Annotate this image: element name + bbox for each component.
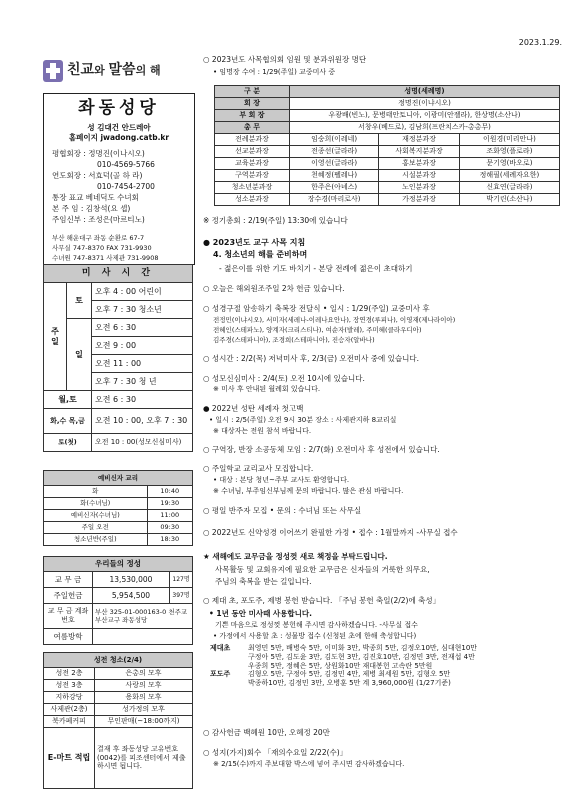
weekday-label: 월,토 [44,391,92,409]
org-role: 성소분과장 [215,194,290,206]
offering-table [43,556,193,645]
account-number: 부산 325-01-000163-0 천주교부산교구 좌동성당 [93,604,193,629]
sunday-label: 주 일 [44,283,67,391]
announcement: ○ 성경구절 암송하기 축복장 전달식 • 일시 : 1/29(주일) 교중미사 후 [203,304,430,313]
announcement: ○ 성모신심미사 : 2/4(토) 오전 10시에 있습니다. [203,374,365,383]
catechism-class: 예비신자(수녀님) [44,510,148,522]
mass-time: 오전 10 : 00, 오후 7 : 30 [92,409,193,434]
org-role: 시설분과장 [379,170,460,182]
org-person: 정해필(세례자요한) [459,170,559,182]
org-role: 총 무 [215,122,290,134]
announcement: ○ 2022년도 신약성경 이어쓰기 완필한 가정 • 접수 : 1월말까지 -사무실 접수 [203,528,458,537]
emart-label: E-마트 적립 [44,728,95,789]
church-name: 좌동성당 [78,98,160,118]
org-person: 전종선(글라라) [290,146,379,158]
mass-time: 오전 11 : 00 [92,355,193,373]
announcement-detail: • 대상 : 본당 청년~주부 교사도 환영합니다. [213,476,350,484]
org-role: 사회복지분과장 [379,146,460,158]
mass-time: 오전 6 : 30 [92,391,193,409]
offering-title: 우리들의 정성 [44,557,193,572]
cleaning-area: 성전 2층 [44,668,95,680]
announcement: ○ 감사헌금 백혜원 10만, 오혜정 20만 [203,728,330,737]
announcement: ○ 오늘은 해외원조주일 2차 헌금 있습니다. [203,284,345,293]
mass-time: 오전 10 : 00(성모신심미사) [92,434,193,452]
special-label: 토(첫) [44,434,92,452]
day-label: 일 [67,319,92,391]
offering-amount: 5,954,500 [93,588,170,604]
catechism-table [43,470,193,546]
mass-schedule-table [43,264,193,452]
org-header: 구 분 [215,86,290,98]
org-role: 교육분과장 [215,158,290,170]
announcement: ○ 2023년도 사목협의회 임원 및 분과위원장 명단 [203,55,367,64]
announcement: ○ 주일학교 교리교사 모집합니다. [203,464,314,473]
cleaning-area: 북카페커피 [44,716,95,728]
donation-category: 제대초 [210,644,231,652]
catechism-time: 10:40 [147,486,192,498]
org-person: 이원경(미리안나) [459,134,559,146]
cleaning-table [43,652,193,789]
cleaning-area: 성전 3층 [44,680,95,692]
org-person: 장수경(마리로사) [290,194,379,206]
org-role: 청소년분과장 [215,182,290,194]
announcement-detail: ※ 2/15(수)까지 주보대함 박스에 넣어 주시면 감사하겠습니다. [213,760,405,768]
org-role: 전례분과장 [215,134,290,146]
staff-line: 연도회장 : 서효덕(골 하 라) [52,171,143,180]
catechism-time: 18:30 [147,534,192,546]
announcement: ○ 성시간 : 2/2(목) 저녁미사 후, 2/3(금) 오전미사 중에 있습니다. [203,354,420,363]
church-info-box [43,93,195,265]
org-person: 우광배(빈노), 문병태안토니아, 이광미(안젤라), 한상명(소산나) [290,110,560,122]
announcement-detail: - 젊은이를 위한 기도 바치기 - 본당 전례에 젊은이 초대하기 [219,264,413,273]
announcement-heading: ★ 새해에도 교무금을 정성껏 새로 책정을 부탁드립니다. [203,552,388,561]
cleaning-group: 용화의 모후 [95,692,193,704]
mass-time: 오후 7 : 30 청 년 [92,373,193,391]
org-person: 한주은(아녜스) [290,182,379,194]
year-theme-logo [43,58,193,84]
staff-line: 010-4569-5766 [97,160,155,169]
announcement: ○ 성지(가지)회수 「재의수요일 2/22(수)」 [203,748,348,757]
org-role: 회 장 [215,98,290,110]
announcement-heading: ● 2023년도 교구 사목 지침 [203,238,306,247]
org-person: 임숭희(이레네) [290,134,379,146]
offering-extra-value [93,629,193,645]
donation-names: 최영민 5만, 배병숙 5만, 이미화 3만, 박종희 5만, 김정오10만, 심대현10만 [248,644,478,652]
announcement-detail: • 일시 : 2/5(주일) 오전 9시 30분 장소 : 사제관지하 8교리실 [209,416,397,424]
emart-info: 결재 후 좌동성당 고유번호(0042)를 피조센터에서 제출하시면 됩니다. [95,728,193,789]
org-person: 신효연(글라라) [459,182,559,194]
staff-line: 010-7454-2700 [97,182,155,191]
offering-amount: 13,530,000 [93,572,170,588]
mass-time: 오전 9 : 00 [92,337,193,355]
announcement-heading: 4. 청소년의 해를 준비하며 [213,250,308,259]
catechism-class: 청소년반(주일) [44,534,148,546]
donation-category [208,653,246,662]
org-person: 박기린(소산나) [459,194,559,206]
announcement: ○ 평일 반주자 모집 • 문의 : 수녀님 또는 사무실 [203,506,362,515]
org-role: 구역분과장 [215,170,290,182]
account-label: 교 무 금 계좌번호 [44,604,93,629]
cleaning-group: 무인판매(~18:00까지) [95,716,193,728]
offering-count: 127명 [170,572,193,588]
offering-count: 397명 [170,588,193,604]
org-role: 선교분과장 [215,146,290,158]
church-patron: 성 김대건 안드레아 [87,123,151,133]
donation-category [208,679,246,688]
catechism-class: 주일 오전 [44,522,148,534]
announcement: ※ 정기총회 : 2/19(주일) 13:30에 있습니다 [203,216,348,225]
catechism-time: 09:30 [147,522,192,534]
church-address [52,233,194,263]
cleaning-group: 성가정의 모후 [95,704,193,716]
offering-label: 교 무 금 [44,572,93,588]
org-person: 정명진(이냐시오) [290,98,560,110]
offering-extra-label: 여름방학 [44,629,93,645]
announcement-detail: 사목활동 및 교회유지에 필요한 교무금은 신자들의 거룩한 의무요, [215,565,430,574]
saturday-label: 토 [67,283,92,319]
council-table [214,85,560,206]
org-role: 재정분과장 [379,134,460,146]
donation-category [208,662,246,671]
announcement-detail: • 1년 동안 미사때 사용합니다. [209,609,312,618]
donation-list [208,644,563,688]
announcement-detail: ※ 수녀님, 부주임신부님께 문의 바랍니다. 많은 관심 바랍니다. [213,487,404,495]
donation-names: 박종하10만, 김정민 3만, 오병훈 5만 계 3,960,000원 (1/27기준) [248,679,451,687]
donation-names: 구정아 5만, 김도윤 3만, 김도현 3만, 김진호10만, 김정민 3만, 전재섭 4만 [248,652,475,661]
wedfri-label: 화,수 목,금 [44,409,92,434]
announcement: ○ 제대 초, 포도주, 제병 봉헌 받습니다. 「주님 봉헌 축일(2/2)에 축성」 [203,596,441,605]
offering-label: 주일헌금 [44,588,93,604]
org-role: 노인분과장 [379,182,460,194]
announcement: ● 2022년 성탄 세례자 첫고백 [203,404,304,413]
org-role: 홍보분과장 [379,158,460,170]
catechism-time: 11:00 [147,510,192,522]
mass-time: 오전 6 : 30 [92,319,193,337]
catechism-title: 예비신자 교리 [44,471,193,486]
donation-category: 포도주 [210,670,231,679]
announcement-detail: 전혜인(스테파노), 양계자(크리스티나), 여순자(발레), 주미혜(클라우디아) [213,326,422,334]
catechism-class: 화(수녀님) [44,498,148,510]
announcement-detail: 김주경(스테파니아), 조경희(스테파니아), 진승자(알바나) [213,336,375,344]
cleaning-area: 사제관(2층) [44,704,95,716]
org-role: 부 회 장 [215,110,290,122]
staff-line: 본 주 임 : 김창석(요 셉) [52,204,131,213]
cleaning-group: 은총의 모후 [95,668,193,680]
mass-schedule-title: 미 사 시 간 [44,265,193,283]
announcement-detail: 기쁜 마음으로 정성껏 봉헌해 주시면 감사하겠습니다. -사무실 접수 [215,621,418,629]
catechism-class: 화 [44,486,148,498]
church-homepage: 홈페이지 jwadong.catb.kr [68,132,170,142]
org-person: 문기영(바오로) [459,158,559,170]
address-line: 부산 해운대구 좌동 순환로 67-7 [52,234,145,242]
announcement-detail: 주님의 축복을 받는 길입니다. [215,577,312,586]
announcement-detail: ※ 미사 후 안내된 월례회 있습니다. [213,385,321,393]
org-role: 가정분과장 [379,194,460,206]
address-line: 사무실 747-8370 FAX 731-9930 [52,244,152,252]
announcement-detail: ※ 대상자는 전원 참석 바랍니다. [213,427,312,435]
donation-names: 우종희 5만, 정혜은 5만, 상원화10만 재대봉헌 고속란 5만원 [248,661,433,670]
cleaning-area: 지하강당 [44,692,95,704]
org-header: 성명(세례명) [290,86,560,98]
mass-time: 오후 4 : 00 어린이 [92,283,193,301]
staff-line: 통장 표교 베네딕도 수녀회 [52,193,139,202]
org-person: 천혜정(펠레나) [290,170,379,182]
announcement-detail: • 가정에서 사용할 초 : 성물방 접수 (신청된 초에 한해 축성합니다) [213,632,417,640]
staff-line: 주임신부 : 조성은(마르티노) [52,215,145,224]
cross-icon [43,60,63,82]
cleaning-group: 사랑의 모후 [95,680,193,692]
cleaning-title: 성전 청소(2/4) [44,653,193,668]
org-person: 조화영(플로라) [459,146,559,158]
catechism-time: 19:30 [147,498,192,510]
staff-line: 평협회장 : 정명진(이나시오) [52,149,145,158]
mass-time: 오후 7 : 30 청소년 [92,301,193,319]
org-person: 서창우(베드로), 김남희(프란치스카-총총무) [290,122,560,134]
announcement-detail: 전정민(이냐시오), 서미자(세레나-이레나요안나), 장연경(루피나), 이영재(제나라이아) [213,316,456,324]
staff-list [52,148,194,225]
announcement: ○ 구역장, 반장 소공동체 모임 : 2/7(화) 오전미사 후 성전에서 있습니다. [203,445,440,454]
announcement-detail: • 임명장 수여 : 1/29(주일) 교중미사 중 [213,68,336,76]
bulletin-date: 2023.1.29. [518,38,562,47]
year-theme-text: 친교와 말씀의 해 [67,62,161,79]
donation-names: 김형오 5만, 구정아 5만, 김정민 4만, 제병 최세원 5만, 김형오 5만 [248,670,451,679]
address-line: 수녀원 747-8371 사제관 731-9908 [52,254,159,262]
org-person: 이영선(글라라) [290,158,379,170]
